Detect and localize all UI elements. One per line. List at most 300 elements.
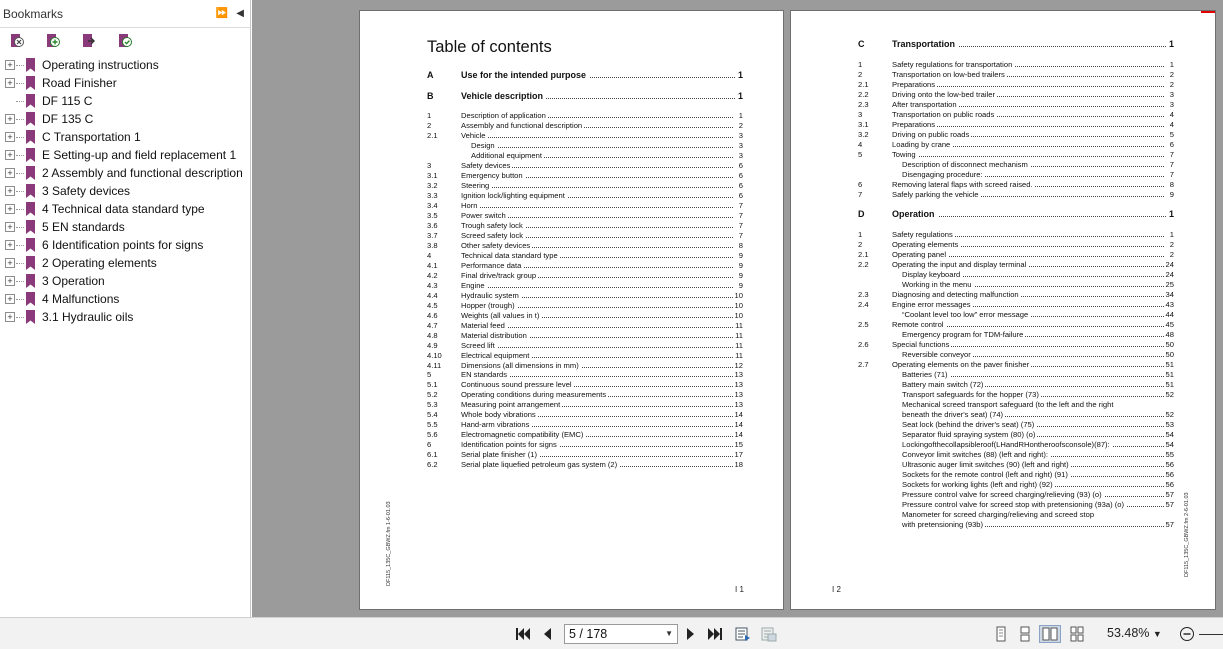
section-letter: D xyxy=(858,209,865,219)
entry-title: Diagnosing and detecting malfunction xyxy=(892,290,1019,299)
entry-title: Operating elements xyxy=(892,240,959,249)
toc-entry[interactable] xyxy=(858,460,1174,470)
expand-icon[interactable]: + xyxy=(5,186,15,196)
bookmark-item[interactable] xyxy=(0,218,250,236)
last-page-icon[interactable] xyxy=(707,625,723,643)
toc-entry[interactable] xyxy=(858,300,1174,310)
section-title: Operation xyxy=(892,209,938,219)
entry-title: Operating conditions during measurements xyxy=(461,390,607,400)
entry-page: 7 xyxy=(1164,150,1174,159)
toc-entry[interactable] xyxy=(858,510,1174,520)
entry-page: 11 xyxy=(733,321,743,330)
bookmark-label: Operating instructions xyxy=(42,58,159,72)
toc-entry[interactable] xyxy=(427,440,743,450)
entry-page: 56 xyxy=(1165,470,1174,479)
entry-page: 4 xyxy=(1164,110,1174,119)
entry-page: 3 xyxy=(733,141,743,150)
entry-number: 3.2 xyxy=(427,180,438,190)
bookmark-item[interactable] xyxy=(0,164,250,182)
expand-icon[interactable]: + xyxy=(5,240,15,250)
toc-entry[interactable] xyxy=(858,400,1174,410)
entry-page: 25 xyxy=(1165,280,1174,289)
previous-view-icon[interactable] xyxy=(734,625,752,643)
toc-entry[interactable] xyxy=(427,450,743,460)
entry-number: 3.5 xyxy=(427,210,438,220)
dot-leader xyxy=(461,281,733,288)
toc-entry[interactable] xyxy=(427,331,743,341)
toc-entry[interactable] xyxy=(858,520,1174,530)
entry-title: Working in the menu xyxy=(902,280,972,289)
bookmark-item[interactable] xyxy=(0,128,250,146)
toc-entry[interactable] xyxy=(858,490,1174,500)
entry-number: 3 xyxy=(858,110,863,119)
entry-number: 2.3 xyxy=(858,290,869,299)
continuous-view-icon[interactable] xyxy=(1017,626,1033,642)
toc-entry[interactable] xyxy=(858,280,1174,290)
toc-entry[interactable] xyxy=(858,230,1174,240)
bookmark-icon xyxy=(25,220,36,234)
entry-title: Safety regulations for transportation xyxy=(892,60,1013,69)
bookmark-icon xyxy=(25,94,36,108)
toc-entry[interactable] xyxy=(858,130,1174,140)
single-page-view-icon[interactable] xyxy=(993,626,1009,642)
entry-title: Serial plate liquefied petroleum gas system (2) xyxy=(461,460,618,470)
entry-page: 54 xyxy=(1165,430,1174,439)
entry-page: 1 xyxy=(1164,60,1174,69)
entry-title: Pressure control valve for screed charging/relieving (93) (o) xyxy=(902,490,1102,499)
entry-page: 10 xyxy=(734,300,743,310)
toc-entry[interactable] xyxy=(858,260,1174,270)
hide-panel-icon[interactable]: ◀ xyxy=(236,8,244,19)
toc-section[interactable] xyxy=(427,91,743,103)
tree-connector xyxy=(16,101,24,102)
entry-number: 2 xyxy=(427,120,432,130)
toc-entry[interactable] xyxy=(858,430,1174,440)
chevron-down-icon[interactable]: ▼ xyxy=(1152,629,1162,639)
toc-entry[interactable] xyxy=(427,211,743,221)
entry-page: 51 xyxy=(1165,380,1174,389)
toc-entry[interactable] xyxy=(427,171,743,181)
entry-title: Lockingofthecollapsibleroof(LHandRHontheroofsconsole)(87): xyxy=(902,440,1110,449)
toc-entry[interactable] xyxy=(858,320,1174,330)
chevron-down-icon[interactable]: ▼ xyxy=(665,629,673,638)
entry-title: Engine xyxy=(461,280,485,290)
toc-entry[interactable] xyxy=(858,350,1174,360)
bookmark-icon xyxy=(25,58,36,72)
toc-entry[interactable] xyxy=(858,480,1174,490)
toc-entry[interactable] xyxy=(427,261,743,271)
entry-page: 6 xyxy=(733,191,743,200)
entry-number: 3.7 xyxy=(427,230,438,240)
entry-page: 52 xyxy=(1165,410,1174,419)
entry-page: 53 xyxy=(1165,420,1174,429)
toc-entry[interactable] xyxy=(858,420,1174,430)
entry-title: Ignition lock/lighting equipment xyxy=(461,190,565,200)
entry-title: Remote control xyxy=(892,320,944,329)
dot-leader xyxy=(892,150,1164,157)
entry-number: 4.5 xyxy=(427,300,438,310)
entry-number: 2 xyxy=(858,240,863,249)
entry-page: 9 xyxy=(733,251,743,260)
entry-page: 11 xyxy=(733,341,743,350)
expand-icon[interactable]: + xyxy=(5,258,15,268)
entry-number: 2.3 xyxy=(858,100,869,109)
entry-page: 2 xyxy=(733,121,743,130)
bookmark-item[interactable] xyxy=(0,74,250,92)
entry-title: Battery main switch (72) xyxy=(902,380,984,389)
entry-number: 4.11 xyxy=(427,360,442,370)
entry-number: 2.1 xyxy=(858,250,869,259)
toc-entry[interactable] xyxy=(427,410,743,420)
entry-number: 2 xyxy=(858,70,863,79)
collapse-panel-icon[interactable]: ⏩ xyxy=(215,8,229,19)
document-viewport[interactable] xyxy=(252,0,1223,617)
entry-page: 1 xyxy=(733,111,743,120)
expand-icon[interactable]: + xyxy=(5,78,15,88)
section-letter: A xyxy=(427,70,434,80)
entry-number: 4.3 xyxy=(427,280,438,290)
entry-title: Batteries (71) xyxy=(902,370,948,379)
toc-entry[interactable] xyxy=(858,440,1174,450)
zoom-slider[interactable] xyxy=(1199,625,1223,643)
bookmark-item[interactable] xyxy=(0,308,250,326)
entry-page: 10 xyxy=(734,290,743,300)
entry-title: Reversible conveyor xyxy=(902,350,971,359)
tree-connector xyxy=(16,299,24,300)
toc-entry[interactable] xyxy=(858,330,1174,340)
entry-title: Vehicle xyxy=(461,130,486,140)
expand-icon[interactable]: + xyxy=(5,222,15,232)
toc-entry[interactable] xyxy=(427,131,743,141)
bookmarks-panel xyxy=(0,0,251,617)
toc-entry[interactable] xyxy=(427,141,743,151)
entry-number: 1 xyxy=(858,60,863,69)
entry-number: 5.1 xyxy=(427,380,438,390)
entry-page: 51 xyxy=(1165,370,1174,379)
page-number-input[interactable] xyxy=(564,624,678,644)
entry-title: Electromagnetic compatibility (EMC) xyxy=(461,430,584,440)
facing-view-icon[interactable] xyxy=(1040,626,1060,642)
entry-number: 5.5 xyxy=(427,420,438,430)
tree-connector xyxy=(16,209,24,210)
pdf-page-1 xyxy=(359,10,784,610)
entry-title: Screed safety lock xyxy=(461,230,524,240)
entry-title: Emergency program for TDM-failure xyxy=(902,330,1024,339)
entry-number: 3.1 xyxy=(858,120,869,129)
entry-title: Continuous sound pressure level xyxy=(461,380,572,390)
entry-number: 2.1 xyxy=(858,80,869,89)
toc-entry[interactable] xyxy=(427,251,743,261)
expand-icon[interactable]: + xyxy=(5,132,15,142)
bookmark-label: 3 Operation xyxy=(42,274,105,288)
entry-title: Operating panel xyxy=(892,250,947,259)
expand-icon[interactable]: + xyxy=(5,168,15,178)
toc-entry[interactable] xyxy=(858,270,1174,280)
entry-page: 7 xyxy=(733,211,743,220)
toc-entry[interactable] xyxy=(427,121,743,131)
entry-page: 8 xyxy=(733,241,743,250)
toc-entry[interactable] xyxy=(858,380,1174,390)
entry-number: 1 xyxy=(858,230,863,239)
add-bookmark-icon[interactable] xyxy=(44,32,62,50)
toc-entry[interactable] xyxy=(858,160,1174,170)
toc-entry[interactable] xyxy=(427,380,743,390)
entry-title: Engine error messages xyxy=(892,300,971,309)
entry-page: 7 xyxy=(733,231,743,240)
entry-title: Operating elements on the paver finisher xyxy=(892,360,1030,369)
entry-title: Safety devices xyxy=(461,160,511,170)
entry-page: 13 xyxy=(734,370,743,380)
first-page-icon[interactable] xyxy=(515,625,531,643)
entry-title: Assembly and functional description xyxy=(461,120,583,130)
toc-entry[interactable] xyxy=(427,241,743,251)
previous-page-icon[interactable] xyxy=(541,625,553,643)
toc-entry[interactable] xyxy=(858,60,1174,70)
entry-page: 11 xyxy=(733,351,743,360)
entry-page: 13 xyxy=(734,400,743,410)
toc-entry[interactable] xyxy=(858,190,1174,200)
entry-title: Technical data standard type xyxy=(461,250,558,260)
entry-title: Special functions xyxy=(892,340,950,349)
expand-bookmark-icon[interactable] xyxy=(116,32,134,50)
entry-title: Trough safety lock xyxy=(461,220,523,230)
bookmark-label: DF 135 C xyxy=(42,112,94,126)
toc-entry[interactable] xyxy=(858,80,1174,90)
entry-number: 6 xyxy=(858,180,863,189)
expand-icon[interactable]: + xyxy=(5,114,15,124)
entry-number: 6.1 xyxy=(427,450,438,460)
entry-number: 3.3 xyxy=(427,190,438,200)
entry-title: Conveyor limit switches (88) (left and right): xyxy=(902,450,1049,459)
section-page: 1 xyxy=(1168,39,1174,49)
bookmark-item[interactable] xyxy=(0,110,250,128)
entry-title: Removing lateral flaps with screed raised. xyxy=(892,180,1033,189)
toc-section[interactable] xyxy=(858,209,1174,221)
entry-number: 5 xyxy=(427,370,432,380)
bookmark-label: 2 Assembly and functional description xyxy=(42,166,243,180)
entry-title: Driving onto the low-bed trailer xyxy=(892,90,995,99)
entry-title: Weights (all values in t) xyxy=(461,310,540,320)
expand-icon[interactable]: + xyxy=(5,204,15,214)
toc-entry[interactable] xyxy=(427,111,743,121)
toc-entry[interactable] xyxy=(427,361,743,371)
entry-page: 5 xyxy=(1164,130,1174,139)
bookmark-item[interactable] xyxy=(0,146,250,164)
toc-section[interactable] xyxy=(858,39,1174,51)
toc-entry[interactable] xyxy=(427,221,743,231)
delete-bookmark-icon[interactable] xyxy=(8,32,26,50)
bookmark-item[interactable] xyxy=(0,92,250,110)
toc-entry[interactable] xyxy=(858,170,1174,180)
bookmark-label: C Transportation 1 xyxy=(42,130,141,144)
bookmark-item[interactable] xyxy=(0,200,250,218)
entry-page: 14 xyxy=(734,420,743,430)
toc-entry[interactable] xyxy=(858,140,1174,150)
pdf-page-2 xyxy=(790,10,1216,610)
toc-entry[interactable] xyxy=(858,250,1174,260)
bookmark-item[interactable] xyxy=(0,254,250,272)
entry-page: 54 xyxy=(1165,440,1174,449)
dot-leader xyxy=(471,141,733,148)
toc-entry[interactable] xyxy=(427,151,743,161)
entry-title: Electrical equipment xyxy=(461,350,530,360)
entry-page: 56 xyxy=(1165,480,1174,489)
entry-page: 17 xyxy=(734,450,743,460)
next-view-icon[interactable] xyxy=(760,625,778,643)
toc-section[interactable] xyxy=(427,70,743,82)
entry-title: Transport safeguards for the hopper (73) xyxy=(902,390,1039,399)
toc-entry[interactable] xyxy=(858,370,1174,380)
entry-title: Hopper (trough) xyxy=(461,300,515,310)
entry-page: 3 xyxy=(1164,90,1174,99)
entry-page: 7 xyxy=(733,221,743,230)
expand-icon[interactable]: + xyxy=(5,294,15,304)
toc-entry[interactable] xyxy=(427,321,743,331)
entry-number: 7 xyxy=(858,190,863,199)
entry-page: 2 xyxy=(1164,80,1174,89)
entry-title: Measuring point arrangement xyxy=(461,400,561,410)
continuous-facing-view-icon[interactable] xyxy=(1069,626,1085,642)
toc-entry[interactable] xyxy=(427,370,743,380)
toc-entry[interactable] xyxy=(858,150,1174,160)
entry-title: Safety regulations xyxy=(892,230,953,239)
toc-entry[interactable] xyxy=(858,450,1174,460)
entry-number: 2.2 xyxy=(858,260,869,269)
toc-entry[interactable] xyxy=(858,100,1174,110)
toc-entry[interactable] xyxy=(858,70,1174,80)
bookmark-icon xyxy=(25,292,36,306)
bookmark-item[interactable] xyxy=(0,272,250,290)
toc-entry[interactable] xyxy=(858,310,1174,320)
toc-entry[interactable] xyxy=(427,191,743,201)
bookmark-item[interactable] xyxy=(0,236,250,254)
entry-page: 4 xyxy=(1164,120,1174,129)
entry-number: 5 xyxy=(858,150,863,159)
section-title: Transportation xyxy=(892,39,958,49)
toc-entry[interactable] xyxy=(858,110,1174,120)
entry-title: beneath the driver's seat) (74) xyxy=(902,410,1004,419)
toc-entry[interactable] xyxy=(858,410,1174,420)
toc-entry[interactable] xyxy=(427,390,743,400)
toc-entry[interactable] xyxy=(427,231,743,241)
entry-number: 3.8 xyxy=(427,240,438,250)
entry-title: Seat lock (behind the driver's seat) (75) xyxy=(902,420,1035,429)
entry-title: Design xyxy=(471,140,495,150)
toc-entry[interactable] xyxy=(858,360,1174,370)
toc-entry[interactable] xyxy=(427,271,743,281)
entry-title: Final drive/track group xyxy=(461,270,537,280)
toc-entry[interactable] xyxy=(427,420,743,430)
entry-page: 10 xyxy=(734,310,743,320)
toc-entry[interactable] xyxy=(858,180,1174,190)
toc-entry[interactable] xyxy=(427,351,743,361)
entry-title: Additional equipment xyxy=(471,150,542,160)
expand-icon[interactable]: + xyxy=(5,60,15,70)
toc-entry[interactable] xyxy=(427,311,743,321)
toc-entry[interactable] xyxy=(427,301,743,311)
entry-page: 8 xyxy=(1164,180,1174,189)
toc-entry[interactable] xyxy=(858,340,1174,350)
toc-entry[interactable] xyxy=(427,291,743,301)
entry-number: 2.4 xyxy=(858,300,869,309)
expand-icon[interactable]: + xyxy=(5,312,15,322)
entry-number: 5.3 xyxy=(427,400,438,410)
toc-entry[interactable] xyxy=(858,240,1174,250)
page-number-value: 5 / 178 xyxy=(569,627,608,641)
toc-entry[interactable] xyxy=(427,341,743,351)
bookmark-icon xyxy=(25,256,36,270)
entry-page: 14 xyxy=(734,410,743,420)
bookmark-label: DF 115 C xyxy=(42,94,93,108)
entry-number: 5.6 xyxy=(427,430,438,440)
tree-connector xyxy=(16,83,24,84)
entry-number: 6 xyxy=(427,440,432,450)
bookmark-icon xyxy=(25,238,36,252)
toc-entry[interactable] xyxy=(858,290,1174,300)
entry-title: Preparations xyxy=(892,80,936,89)
page-side-label: DF115_135C_GBWZ.fm 2-6-01.03 xyxy=(1184,492,1190,577)
toc-entry[interactable] xyxy=(858,470,1174,480)
entry-title: Driving on public roads xyxy=(892,130,970,139)
tree-connector xyxy=(16,317,24,318)
toc-entry[interactable] xyxy=(427,201,743,211)
bookmark-item[interactable] xyxy=(0,56,250,74)
tree-connector xyxy=(16,263,24,264)
entry-page: 50 xyxy=(1165,340,1174,349)
toc-entry[interactable] xyxy=(427,460,743,470)
entry-page: 7 xyxy=(1164,160,1174,169)
toc-entry[interactable] xyxy=(427,281,743,291)
entry-page: 11 xyxy=(733,331,743,340)
toc-entry[interactable] xyxy=(427,400,743,410)
entry-number: 4.4 xyxy=(427,290,438,300)
next-page-icon[interactable] xyxy=(685,625,697,643)
toc-entry[interactable] xyxy=(427,181,743,191)
entry-page: 51 xyxy=(1165,360,1174,369)
toc-entry[interactable] xyxy=(858,90,1174,100)
toc-entry[interactable] xyxy=(858,390,1174,400)
entry-page: 13 xyxy=(734,390,743,400)
entry-title: Material distribution xyxy=(461,330,527,340)
entry-number: 3.6 xyxy=(427,220,438,230)
entry-page: 24 xyxy=(1165,260,1174,269)
entry-title: Loading by crane xyxy=(892,140,951,149)
expand-icon[interactable]: + xyxy=(5,276,15,286)
dot-leader xyxy=(461,181,733,188)
section-title: Vehicle description xyxy=(461,91,546,101)
toc-entry[interactable] xyxy=(427,430,743,440)
expand-icon[interactable]: + xyxy=(5,150,15,160)
bookmark-icon xyxy=(25,202,36,216)
bookmark-item[interactable] xyxy=(0,182,250,200)
toc-entry[interactable] xyxy=(858,120,1174,130)
bookmark-icon xyxy=(25,184,36,198)
zoom-level[interactable] xyxy=(1107,626,1162,640)
entry-number: 4 xyxy=(858,140,863,149)
tree-connector xyxy=(16,119,24,120)
bookmark-item[interactable] xyxy=(0,290,250,308)
zoom-out-icon[interactable] xyxy=(1179,625,1195,643)
toc-entry[interactable] xyxy=(427,161,743,171)
bookmark-label: E Setting-up and field replacement 1 xyxy=(42,148,237,162)
toc-entry[interactable] xyxy=(858,500,1174,510)
entry-page: 48 xyxy=(1165,330,1174,339)
page-footer: I 1 xyxy=(735,585,744,594)
entry-title: “Coolant level too low” error message xyxy=(902,310,1029,319)
entry-number: 4.6 xyxy=(427,310,438,320)
go-to-bookmark-icon[interactable] xyxy=(80,32,98,50)
entry-page: 45 xyxy=(1165,320,1174,329)
